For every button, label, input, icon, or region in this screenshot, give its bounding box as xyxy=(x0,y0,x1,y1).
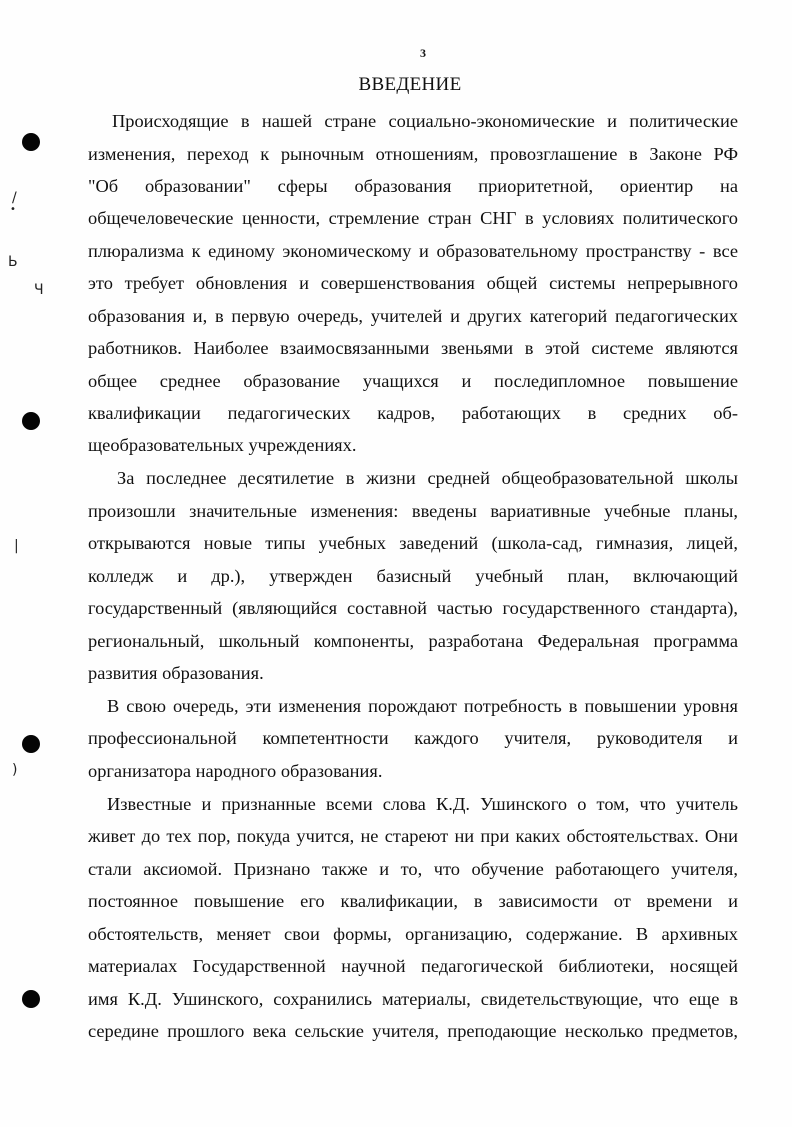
text-line: государственный (являющийся составной частью государственного стандарта), xyxy=(88,598,738,618)
text-line: материалах Государственной научной педагогической библиотеки, носящей xyxy=(88,956,738,976)
text-line: плюрализма к единому экономическому и образовательному пространству - все xyxy=(88,241,738,261)
margin-mark: | xyxy=(14,538,19,554)
text-line: развития образования. xyxy=(88,663,264,683)
text-line: общее среднее образование учащихся и последипломное повышение xyxy=(88,371,738,391)
text-line: работников. Наиболее взаимосвязанными звеньями в этой системе являются xyxy=(88,338,738,358)
page-number: 3 xyxy=(420,46,426,60)
text-line: образования и, в первую очередь, учителей и других категорий педагогических xyxy=(88,306,738,326)
text-line: колледж и др.), утвержден базисный учебный план, включающий xyxy=(88,566,738,586)
text-line: постоянное повышение его квалификации, в зависимости от времени и xyxy=(88,891,738,911)
text-line: открываются новые типы учебных заведений (школа-сад, гимназия, лицей, xyxy=(88,533,738,553)
text-line: имя К.Д. Ушинского, сохранились материалы, свидетельствующие, что еще в xyxy=(88,989,738,1009)
text-line: середине прошлого века сельские учителя, преподающие несколько предметов, xyxy=(88,1021,738,1041)
text-line: Происходящие в нашей стране социально-экономические и политические xyxy=(112,111,738,131)
text-line: изменения, переход к рыночным отношениям, провозглашение в Законе РФ xyxy=(88,144,738,164)
text-line: квалификации педагогических кадров, работающих в средних об- xyxy=(88,403,738,423)
text-line: стали аксиомой. Признано также и то, что обучение работающего учителя, xyxy=(88,859,738,879)
text-line: это требует обновления и совершенствования общей системы непрерывного xyxy=(88,273,738,293)
text-line: "Об образовании" сферы образования приоритетной, ориентир на xyxy=(88,176,738,196)
binding-hole xyxy=(22,990,40,1008)
binding-hole xyxy=(22,133,40,151)
text-line: региональный, школьный компоненты, разработана Федеральная программа xyxy=(88,631,738,651)
margin-mark: Ь xyxy=(8,254,18,270)
margin-mark: • xyxy=(10,204,16,215)
text-line: профессиональной компетентности каждого учителя, руководителя и xyxy=(88,728,738,748)
page-title: ВВЕДЕНИЕ xyxy=(358,74,462,95)
margin-mark: Ч xyxy=(34,282,44,298)
margin-mark: / xyxy=(12,190,17,206)
text-line: общечеловеческие ценности, стремление стран СНГ в условиях политического xyxy=(88,208,738,228)
text-line: Известные и признанные всеми слова К.Д. Ушинского о том, что учитель xyxy=(107,794,738,814)
text-line: организатора народного образования. xyxy=(88,761,383,781)
binding-hole xyxy=(22,735,40,753)
text-line: обстоятельств, меняет свои формы, организацию, содержание. В архивных xyxy=(88,924,738,944)
binding-hole xyxy=(22,412,40,430)
text-line: щеобразовательных учреждениях. xyxy=(88,435,357,455)
text-line: произошли значительные изменения: введены вариативные учебные планы, xyxy=(88,501,738,521)
text-line: За последнее десятилетие в жизни средней общеобразовательной школы xyxy=(117,468,738,488)
text-line: В свою очередь, эти изменения порождают потребность в повышении уровня xyxy=(107,696,738,716)
text-line: живет до тех пор, покуда учится, не стареют ни при каких обстоятельствах. Они xyxy=(88,826,738,846)
margin-mark: ) xyxy=(12,762,18,778)
